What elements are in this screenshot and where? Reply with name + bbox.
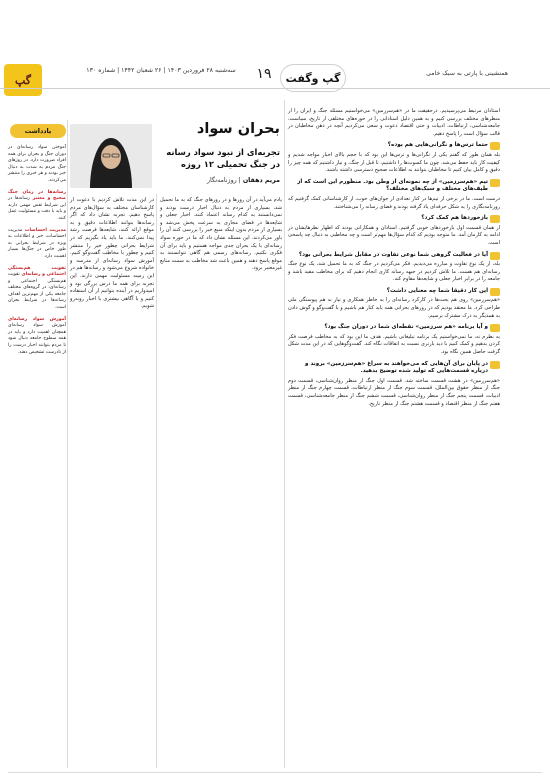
note-paragraph xyxy=(8,190,66,223)
section-subtitle: همنشینی با پارتی به سبک خامی xyxy=(426,70,508,77)
interview-question xyxy=(288,361,500,376)
question-marker-icon xyxy=(490,288,500,296)
header-divider xyxy=(0,88,550,89)
note-heading xyxy=(10,124,66,138)
note-column xyxy=(8,145,66,361)
article-subtitle: تجربه‌ای از نبود سواد رسانه در جنگ تحمیلی ۱۲ روزه xyxy=(166,147,280,169)
interview-answer: «هم‌سرزمین» در هشت قسمت ساخته شد. قسمت اول جنگ از منظر روان‌شناسی، قسمت دوم جنگ از منظر حقوق بین‌الملل، قسمت سوم جنگ از منظر ارتباطات، قسمت چهارم جنگ از منظر ادبیات، قسمت پنجم جنگ از منظر روان‌شناسی، قسمت ششم جنگ از منظر جامعه‌شناسی، قسمت هفتم جنگ از منظر اقتصاد و قسمت هشتم جنگ از منظر تاریخ. xyxy=(288,377,500,407)
question-text: در پایان برای آن‌هایی که می‌خواهند به سراغ «هم‌سرزمین» بروند و درباره قسمت‌هایی که تولید شده توضیح بدهید. xyxy=(305,360,488,375)
section-tab: گپ وگفت xyxy=(280,64,346,92)
question-text: و آیا برنامه «هم سرزمین» نقطه‌ای شما در دوران جنگ بود؟ xyxy=(324,324,488,331)
article-lede-column xyxy=(160,197,282,275)
question-marker-icon xyxy=(490,252,500,260)
byline-separator: | xyxy=(236,177,241,184)
note-paragraph xyxy=(8,228,66,261)
author-role: روزنامه‌نگار xyxy=(206,177,237,184)
column-divider xyxy=(156,194,157,768)
column-divider xyxy=(284,100,285,768)
note-text: تقویت هم‌بستگی اجتماعی و رسانه‌ای، در گروه‌های مختلف جامعه یکی از مهم‌ترین اهداف رسانه‌ها در شرایط بحران است. xyxy=(8,272,66,311)
question-marker-icon xyxy=(490,142,500,150)
interview-answer: درست است. ما در برخی از تیم‌ها در کنار تعدادی از جوان‌های خوب، از کارشناسانی کمک گرفتیم که روزنامه‌نگاری را به شکل حرفه‌ای یاد گرفته بودند و فضای رسانه را می‌شناختند. xyxy=(288,195,500,210)
note-heading-label: یادداشت xyxy=(24,127,52,135)
note-highlight: رسانه‌ها در زمان جنگ صحیح و معتبر xyxy=(8,189,66,202)
interview-answer: «هم‌سرزمین» روی هم بحث‌ها در کارکرد رسانه‌ای را به خاطر همکاری و نیاز به هم پیوستگی ملی طراحی کرد. ما معتقد بودیم که در روزهای بحرانی همه باید کنار هم باشیم و با گفت‌وگو و گوش دادن به همدیگر به درک مشترک برسیم. xyxy=(288,297,500,319)
author-portrait xyxy=(70,124,152,188)
footer-rule xyxy=(8,772,542,773)
question-text: این کار دقیقا شما چه معنایی داشت؟ xyxy=(386,287,488,294)
note-text: مدیریت احساسات، خبر و اطلاعات به ویژه در شرایط بحرانی به طور خاص در جنگ‌ها بسیار اهمیت دارد. xyxy=(8,227,66,259)
portrait-illustration xyxy=(70,124,152,188)
note-highlight: آموزش سواد رسانه‌ای xyxy=(8,316,66,322)
note-text: رسانه‌ها در این شرایط نقش مهمی دارند و باید با دقت و مسئولیت عمل کنند. xyxy=(8,196,66,221)
note-text: آموزش سواد رسانه‌ای همچنان اهمیت دارد و باید در همه سطوح جامعه دنبال شود تا مردم بتوانند اخبار درست را از نادرست تشخیص دهند. xyxy=(8,323,66,355)
interview-question xyxy=(288,288,500,296)
note-text: آموختن سواد رسانه‌ای در دوران جنگ و بحران برای همه افراد ضرورت دارد. در روزهای جنگ مردم به شدت به دنبال خبر بودند و هر خبری را منتشر می‌کردند. xyxy=(8,145,66,183)
interview-question xyxy=(288,252,500,260)
question-marker-icon xyxy=(490,179,500,187)
interview-question xyxy=(288,142,500,150)
interview-answer: استادان مرتبط می‌پرسیدیم. درحقیقت ما در «هم‌سرزمین» می‌خواستیم مسئله جنگ و ایران را از منظرهای مختلف بررسی کنیم و به همین دلیل استادانی را در حوزه‌های مختلفی از تاریخ، سیاست، جامعه‌شناسی، ارتباطات، ادبیات و حتی اقتصاد دعوت و سعی می‌کردیم آنچه در ذهن مخاطبان در قالب سؤال است را پاسخ دهیم. xyxy=(288,108,500,137)
question-marker-icon xyxy=(490,324,500,332)
question-text: حتما ترس‌ها و نگرانی‌هایی هم بوده؟ xyxy=(387,142,488,149)
question-text: آیا در فعالیت گروهی شما نوعی تفاوت در مقابل شرایط بحرانی بود؟ xyxy=(298,251,488,258)
note-paragraph xyxy=(8,145,66,185)
article-middle-column xyxy=(70,197,154,313)
interview-question xyxy=(288,324,500,332)
interview-answer: بله همان طور که گفتم یکی از نگرانی‌ها و ترس‌ها این بود که با حجم بالای اخبار مواجه شدیم و کیفیت کار باید حفظ می‌شد. چون ما کسوت‌ها را داشتیم، تا قبل از جنگ، و نیاز داشتیم که همه چیز را دقیق و کامل بیان کنیم تا مخاطبان بتوانند به اطلاعات صحیح دسترسی داشته باشند. xyxy=(288,151,500,174)
interview-question xyxy=(288,215,500,223)
note-paragraph xyxy=(8,266,66,312)
article-title: بحران سواد xyxy=(196,121,280,137)
interview-question xyxy=(288,179,500,194)
author-name: مریم دهقان xyxy=(242,177,280,184)
column-divider xyxy=(67,120,68,768)
note-highlight: تقویت هم‌بستگی اجتماعی و رسانه‌ای xyxy=(8,265,66,278)
byline xyxy=(160,177,280,184)
interview-answer: بله، از یک نوع تفاوت و مبارزه می‌دیدیم. فکر می‌کردیم در جنگ که به ما تحمیل شد، یک نوع جنگ رسانه‌ای هم هست. ما تلاش کردیم در جبهه رسانه کاری انجام دهیم که برای مخاطب مفید باشد و جامعه را در برابر اخبار جعلی و شایعه‌ها مقاوم کند. xyxy=(288,261,500,283)
question-marker-icon xyxy=(490,215,500,223)
question-text: تیم «هم‌سرزمین» از چه نمونه‌ای از وطن بود. منظورم این است که از طیف‌های مختلف و سبک‌های مختلف؟ xyxy=(297,178,488,193)
question-marker-icon xyxy=(490,361,500,369)
interview-answer: به نظرم نه، ما نمی‌خواستیم یک برنامه تبلیغاتی باشیم. هدف ما این بود که به مخاطب فرصت فکر کردن بدهیم و کمک کنیم با دید بازتری نسبت به اتفاقات نگاه کند. گفت‌وگوهایی که در این مدت شکل گرفت حاصل همین نگاه بود. xyxy=(288,333,500,356)
middle-paragraph: در این مدت تلاش کردیم با دعوت از کارشناسان مختلف به سؤال‌های مردم پاسخ دهیم. تجربه نشان داد که اگر رسانه‌ها بتوانند اطلاعات دقیق و به موقع ارائه کنند، شایعه‌ها فرصت رشد پیدا نمی‌کنند. ما باید یاد بگیریم که در شرایط بحرانی چطور خبر را منتشر کنیم و چطور با مخاطب گفت‌وگو کنیم. آموزش سواد رسانه‌ای از مدرسه و خانواده شروع می‌شود و رسانه‌ها هم در این زمینه مسئولیت مهمی دارند. این تجربه برای همه ما درس بزرگی بود و امیدواریم در آینده بتوانیم از آن استفاده کنیم و با آگاهی بیشتری با اخبار روبه‌رو شویم. xyxy=(70,197,154,310)
note-paragraph xyxy=(8,317,66,357)
interview-answer: از همان قسمت اول بازخوردهای خوبی گرفتیم. استادان و همکارانی بودند که اظهار نظرهایشان در ادامه به کارمان آمد. ما متوجه بودیم که کدام سؤال‌ها مهم‌تر است و چه مخاطبی به دنبال چه پاسخی است. xyxy=(288,224,500,246)
magazine-logo: گپ xyxy=(4,64,42,96)
issue-date: سه‌شنبه ۲۸ فروردین ۱۴۰۳ | ۲۶ شعبان ۱۴۴۲ | شماره ۱۳۰ xyxy=(86,67,236,74)
page-number: ۱۹ xyxy=(256,66,272,82)
note-highlight: مدیریت احساسات xyxy=(22,227,66,233)
interview-column xyxy=(288,108,500,410)
question-text: بازخوردها هم کمک کرد؟ xyxy=(421,215,488,222)
lede-paragraph: یادم می‌آید در آن روزها و در روزهای جنگ که به ما تحمیل شد، بسیاری از مردم به دنبال اخبار درست بودند و نمی‌دانستند به کدام رسانه اعتماد کنند. اخبار جعلی و شایعه‌ها در فضای مجازی به سرعت پخش می‌شد و بسیاری از مردم بدون اینکه منبع خبر را بررسی کنند آن را باور می‌کردند. این مسئله نشان داد که ما در حوزه سواد رسانه‌ای با یک بحران جدی مواجه هستیم و باید برای آن فکری بکنیم. رسانه‌های رسمی هم گاهی نتوانستند به موقع پاسخ دهند و همین باعث شد مخاطب به سمت منابع غیرمعتبر برود. xyxy=(160,197,282,272)
